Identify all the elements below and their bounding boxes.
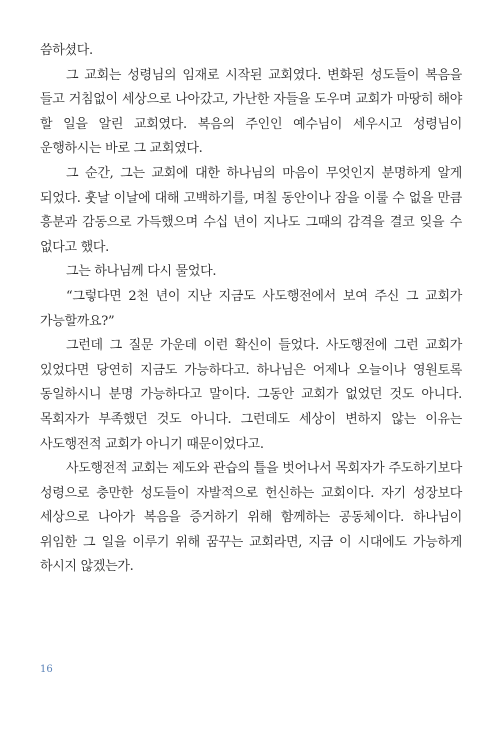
paragraph: 그 교회는 성령님의 임재로 시작된 교회였다. 변화된 성도들이 복음을 들고 거침없이 세상으로 나아갔고, 가난한 자들을 도우며 교회가 마땅히 해야 할 일을 알린 교회였다. 복음의 주인인 예수님이 세우시고 성령님이 운행하시는 바로 그 교회였다. xyxy=(40,67,462,157)
paragraph: 사도행전적 교회는 제도와 관습의 틀을 벗어나서 목회자가 주도하기보다 성령으로 충만한 성도들이 자발적으로 헌신하는 교회이다. 자기 성장보다 세상으로 나아가 복음을 증거하기 위해 함께하는 공동체이다. 하나님이 위임한 그 일을 이루기 위해 꿈꾸는 교회라면, 지금 이 시대에도 가능하게 하시지 않겠는가. xyxy=(40,461,462,575)
body-text xyxy=(40,39,462,580)
paragraph: 그런데 그 질문 가운데 이런 확신이 들었다. 사도행전에 그런 교회가 있었다면 당연히 지금도 가능하다고. 하나님은 어제나 오늘이나 영원토록 동일하시니 분명 가능하다고 말이다. 그동안 교회가 없었던 것도 아니다. 목회자가 부족했던 것도 아니다. 그런데도 세상이 변하지 않는 이유는 사도행전적 교회가 아니기 때문이었다고. xyxy=(40,338,462,452)
paragraph: 씀하셨다. xyxy=(40,43,93,58)
paragraph: “그렇다면 2천 년이 지난 지금도 사도행전에서 보여 주신 그 교회가 가능할까요?” xyxy=(40,288,462,329)
paragraph: 그 순간, 그는 교회에 대한 하나님의 마음이 무엇인지 분명하게 알게 되었다. 훗날 이날에 대해 고백하기를, 며칠 동안이나 잠을 이룰 수 없을 만큼 흥분과 감동으로 가득했으며 수십 년이 지나도 그때의 감격을 결코 잊을 수 없다고 했다. xyxy=(40,165,462,255)
page-number: 16 xyxy=(40,664,53,675)
paragraph: 그는 하나님께 다시 물었다. xyxy=(66,264,217,280)
